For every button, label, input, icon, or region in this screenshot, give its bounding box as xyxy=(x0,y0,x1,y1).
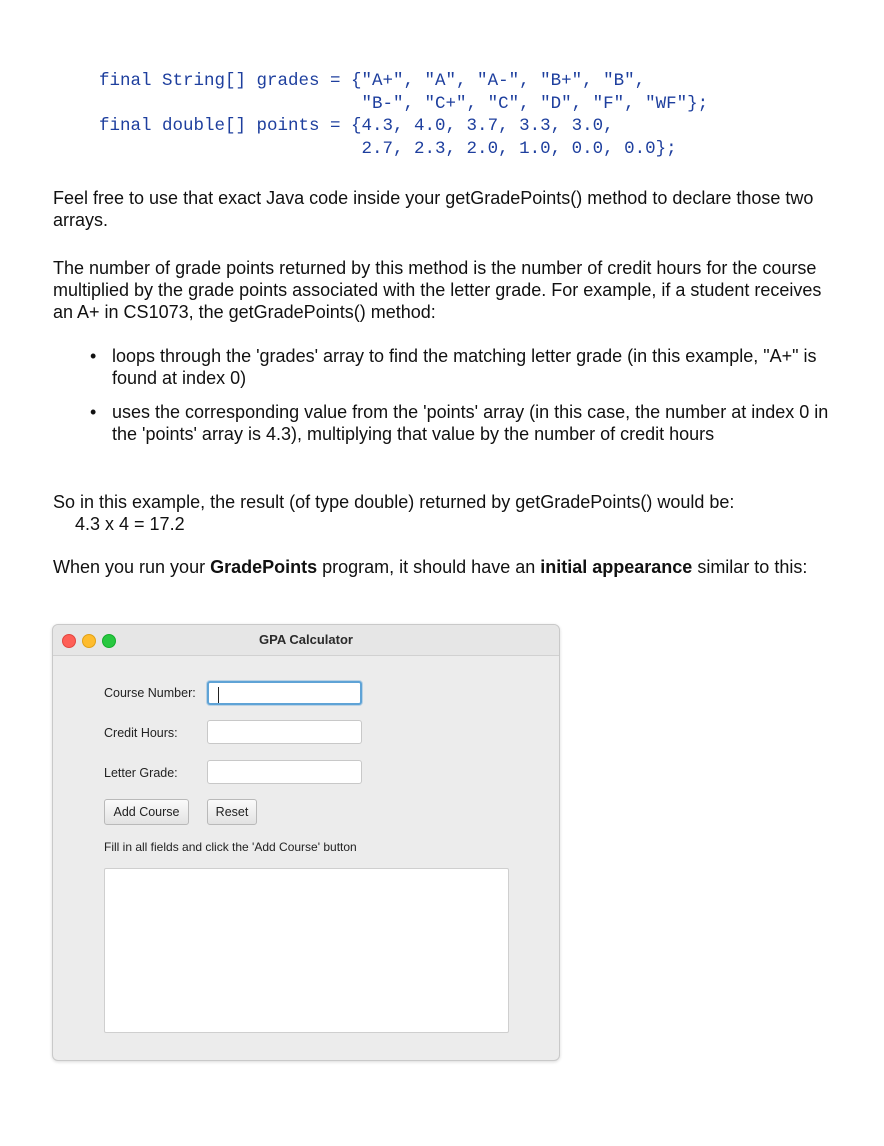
letter-grade-label: Letter Grade: xyxy=(104,766,178,780)
list-item-text: uses the corresponding value from the 'points' array (in this case, the number at index 0 in the 'points' array is 4.3), multiplying that value by the number of credit hours xyxy=(112,402,829,444)
code-block xyxy=(99,70,708,160)
window-title: GPA Calculator xyxy=(259,632,353,647)
credit-hours-field[interactable] xyxy=(207,720,362,744)
course-number-label: Course Number: xyxy=(104,686,196,700)
paragraph-array-usage: Feel free to use that exact Java code inside your getGradePoints() method to declare those two arrays. xyxy=(53,188,814,230)
paragraph-example-result: So in this example, the result (of type double) returned by getGradePoints() would be: xyxy=(53,492,735,512)
output-text-area[interactable] xyxy=(104,868,509,1033)
bullet-list xyxy=(53,345,843,457)
gpa-calculator-window xyxy=(52,624,560,1061)
status-message: Fill in all fields and click the 'Add Course' button xyxy=(104,840,357,854)
list-item-text: loops through the 'grades' array to find the matching letter grade (in this example, "A+" is found at index 0) xyxy=(112,346,817,388)
bullet-dot: • xyxy=(90,346,97,366)
reset-button[interactable]: Reset xyxy=(207,799,257,825)
code-line: final double[] points = {4.3, 4.0, 3.7, 3.3, 3.0, xyxy=(99,116,614,136)
paragraph-grade-points: The number of grade points returned by this method is the number of credit hours for the course multiplied by the grade points associated with the letter grade. For example, if a student receives an A+ in CS1073, the getGradePoints() method: xyxy=(53,258,822,322)
add-course-button[interactable]: Add Course xyxy=(104,799,189,825)
list-item xyxy=(53,345,843,389)
bullet-dot: • xyxy=(90,402,97,422)
formula-text: 4.3 x 4 = 17.2 xyxy=(75,514,185,534)
list-item xyxy=(53,401,843,445)
text-caret xyxy=(218,687,219,703)
letter-grade-field[interactable] xyxy=(207,760,362,784)
window-titlebar xyxy=(53,625,559,656)
emphasis-text: initial appearance xyxy=(540,557,693,577)
program-name: GradePoints xyxy=(210,557,318,577)
code-line: final String[] grades = {"A+", "A", "A-", "B+", "B", xyxy=(99,71,646,91)
paragraph-initial-appearance: When you run your GradePoints program, it should have an initial appearance similar to this: xyxy=(53,557,808,577)
course-number-field[interactable] xyxy=(207,681,362,705)
code-line: "B-", "C+", "C", "D", "F", "WF"}; xyxy=(99,93,709,114)
credit-hours-label: Credit Hours: xyxy=(104,726,178,740)
code-line: 2.7, 2.3, 2.0, 1.0, 0.0, 0.0}; xyxy=(99,138,677,159)
